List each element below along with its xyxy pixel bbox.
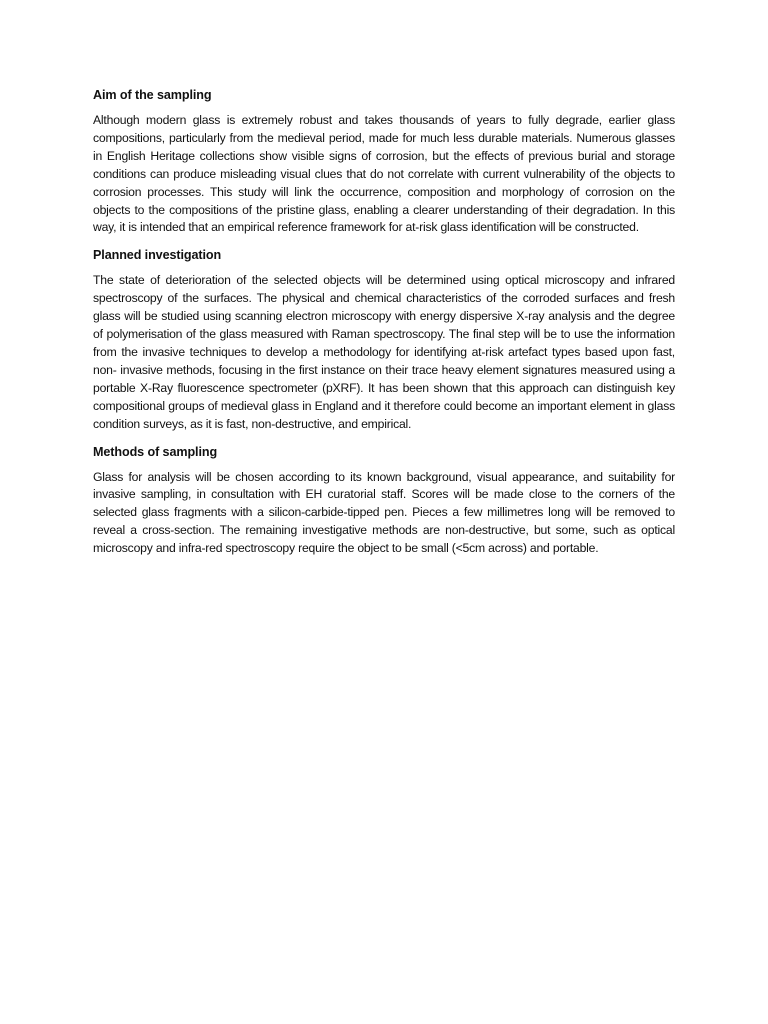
section-heading: Methods of sampling <box>93 444 218 459</box>
document-page <box>93 86 675 567</box>
section-heading: Planned investigation <box>93 248 222 263</box>
section-methods <box>93 443 675 559</box>
section-planned-investigation <box>93 246 675 433</box>
section-paragraph: The state of deterioration of the selected objects will be determined using optical microscopy and infrared spectroscopy of the surfaces. The physical and chemical characteristics of the corroded surfaces and fresh glass will be studied using scanning electron microscopy with energy dispersive X-ray analysis and the degree of polymerisation of the glass measured with Raman spectroscopy. The final step will be to use the information from the invasive techniques to develop a methodology for identifying at-risk artefact types based upon fast, non- invasive methods, focusing in the first instance on their trace heavy element signatures measured using a portable X-Ray fluorescence spectrometer (pXRF). It has been shown that this approach can distinguish key compositional groups of medieval glass in England and it therefore could become an important element in glass condition surveys, as it is fast, non-destructive, and empirical. <box>93 273 675 431</box>
section-heading: Aim of the sampling <box>93 88 212 102</box>
section-paragraph: Glass for analysis will be chosen according to its known background, visual appearance, and suitability for invasive sampling, in consultation with EH curatorial staff. Scores will be made close to the corners of the selected glass fragments with a silicon-carbide-tipped pen. Pieces a few millimetres long will be removed to reveal a cross-section. The remaining investigative methods are non-destructive, but some, such as optical microscopy and infra-red spectroscopy require the object to be small (<5cm across) and portable. <box>93 469 675 556</box>
section-aim <box>93 86 675 237</box>
section-paragraph: Although modern glass is extremely robust and takes thousands of years to fully degrade, earlier glass compositions, particularly from the medieval period, made for much less durable materials. Numerous glasses in English Heritage collections show visible signs of corrosion, but the effects of previous burial and storage conditions can produce misleading visual clues that do not correlate with current vulnerability of the objects to corrosion processes. This study will link the occurrence, composition and morphology of corrosion on the objects to the compositions of the pristine glass, enabling a clearer understanding of their degradation. In this way, it is intended that an empirical reference framework for at-risk glass identification will be constructed. <box>93 113 675 235</box>
